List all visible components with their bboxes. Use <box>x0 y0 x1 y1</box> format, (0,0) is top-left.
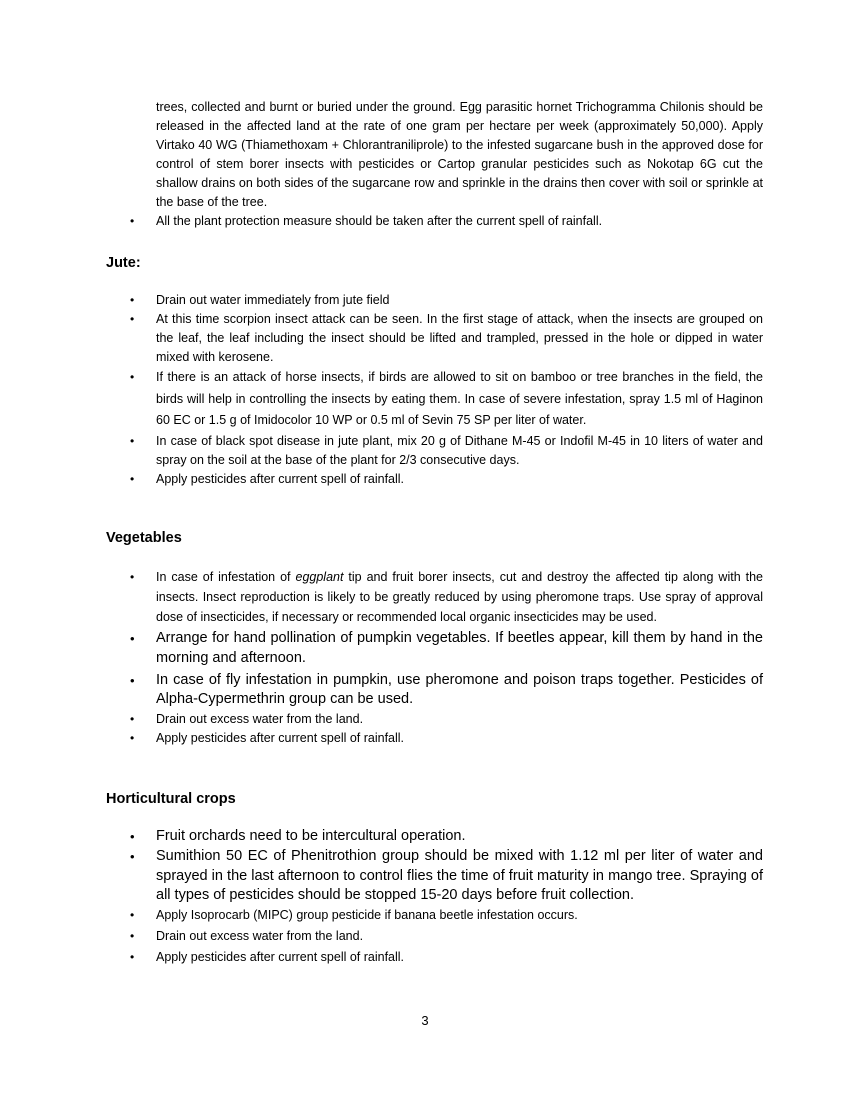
horticultural-list <box>130 827 763 967</box>
vegetables-list <box>130 567 763 748</box>
list-item: • Apply pesticides after current spell of rainfall. <box>130 948 763 967</box>
list-item: • Apply Isoprocarb (MIPC) group pesticide if banana beetle infestation occurs. <box>130 906 763 925</box>
list-item <box>130 567 763 627</box>
list-item: • In case of fly infestation in pumpkin, use pheromone and poison traps together. Pesticides of Alpha-Cypermethrin group can be used. <box>130 671 763 711</box>
list-item: • Sumithion 50 EC of Phenitrothion group should be mixed with 1.12 ml per liter of water and sprayed in the last afternoon to control flies the time of fruit maturity in mango tree. Spraying of all types of pesticides should be stopped 15-20 days before fruit collection. <box>130 847 763 906</box>
list-item: • In case of black spot disease in jute plant, mix 20 g of Dithane M-45 or Indofil M-45 in 10 liters of water and spray on the soil at the base of the plant for 2/3 consecutive days. <box>130 432 763 470</box>
list-item: • At this time scorpion insect attack can be seen. In the first stage of attack, when the insects are grouped on the leaf, the leaf including the insect should be lifted and trampled, pressed in the hole or dipped in water mixed with kerosene. <box>130 310 763 367</box>
sugarcane-continuation-text: trees, collected and burnt or buried under the ground. Egg parasitic hornet Trichogramma Chilonis should be released in the affected land at the rate of one gram per hectare per week (approximately 50,000). Apply Virtako 40 WG (Thiamethoxam + Chlorantraniliprole) to the infested sugarcane bush in the approved dose for control of stem borer insects with pesticides or Cartop granular pesticides such as Nokotap 6G cut the shallow drains on both sides of the sugarcane row and sprinkle in the drains then cover with soil or sprinkle at the base of the tree. <box>156 100 763 209</box>
section-title-horticultural: Horticultural crops <box>106 791 236 807</box>
section-title-jute: Jute: <box>106 255 141 271</box>
list-item: • Fruit orchards need to be intercultural operation. <box>130 827 763 847</box>
item-text-italic: eggplant <box>295 570 344 584</box>
page-number: 3 <box>421 1013 429 1028</box>
list-item: • Drain out excess water from the land. <box>130 927 763 946</box>
item-text-suffix: tip and fruit borer insects, cut and destroy the affected tip along with the insects. Insect reproduction is likely to be greatly reduced by using pheromone traps. Use spray of approval dose of insecticides, if necessary or recommended local organic insecticides may be used. <box>156 570 763 624</box>
list-item: • Apply pesticides after current spell of rainfall. <box>130 729 763 748</box>
list-item: • Drain out excess water from the land. <box>130 710 763 729</box>
item-text-prefix: In case of infestation of <box>156 570 296 584</box>
list-item: • All the plant protection measure should be taken after the current spell of rainfall. <box>130 212 763 231</box>
section-title-vegetables: Vegetables <box>106 530 182 546</box>
list-item: • Arrange for hand pollination of pumpkin vegetables. If beetles appear, kill them by hand in the morning and afternoon. <box>130 629 763 669</box>
sugarcane-list <box>130 212 763 231</box>
list-item: • If there is an attack of horse insects, if birds are allowed to sit on bamboo or tree branches in the field, the birds will help in controlling the insects by eating them. In case of severe infestation, spray 1.5 ml of Haginon 60 EC or 1.5 g of Imidocolor 10 WP or 0.5 ml of Sevin 75 SP per liter of water. <box>130 367 763 432</box>
jute-list <box>130 291 763 489</box>
list-item: • Drain out water immediately from jute field <box>130 291 763 310</box>
list-item: • Apply pesticides after current spell of rainfall. <box>130 470 763 489</box>
